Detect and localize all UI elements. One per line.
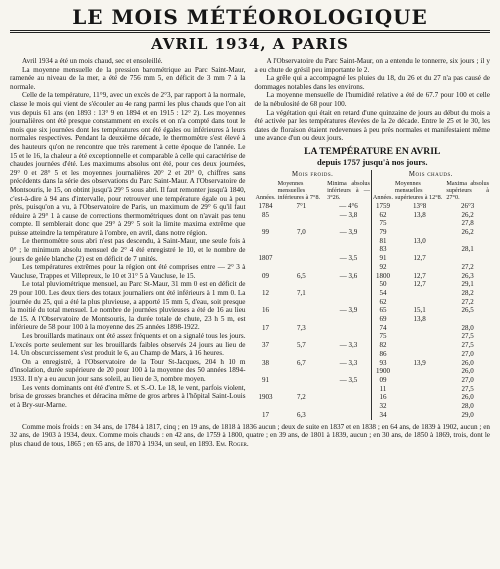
- page-title: LE MOIS MÉTÉOROLOGIQUE: [72, 5, 428, 29]
- table-row: [255, 350, 491, 359]
- table-cell: [255, 350, 277, 359]
- table-cell: [255, 280, 277, 289]
- table-cell: [394, 402, 445, 411]
- table-row: [255, 385, 491, 394]
- table-cell: [326, 350, 371, 359]
- table-cell: [277, 385, 326, 394]
- table-cell: 6,5: [296, 271, 306, 280]
- table-cell: [394, 367, 445, 376]
- table-cell: [394, 341, 445, 350]
- table-cell: [326, 280, 371, 289]
- table-cell: 1784: [258, 201, 273, 210]
- table-cell: 13°8: [413, 201, 427, 210]
- table-cell: 74: [371, 324, 394, 333]
- table-row: [255, 289, 491, 298]
- table-cell: [326, 219, 371, 228]
- table-cell: — 4°6: [339, 201, 358, 210]
- table-cell: [326, 385, 371, 394]
- table-cell: 34: [371, 411, 394, 420]
- table-cell: 93: [371, 359, 394, 368]
- table-body: [255, 202, 491, 420]
- table-cell: 28,2: [461, 288, 474, 297]
- table-cell: [394, 228, 445, 237]
- table-cell: 12: [262, 288, 270, 297]
- summary-block: [10, 423, 490, 449]
- table-cell: 26,0: [461, 367, 474, 376]
- table-cell: [326, 367, 371, 376]
- table-cell: [277, 263, 326, 272]
- table-row: [255, 315, 491, 324]
- table-row: [255, 280, 491, 289]
- table-cell: [255, 263, 277, 272]
- table-row: [255, 341, 491, 350]
- table-cell: 69: [371, 315, 394, 324]
- table-cell: 12,7: [413, 271, 426, 280]
- table-cell: [255, 402, 277, 411]
- table-cell: 7,2: [296, 393, 306, 402]
- table-cell: 91: [262, 376, 270, 384]
- table-cell: [326, 245, 371, 254]
- table-cell: 7,1: [296, 288, 306, 297]
- table-cell: [394, 245, 445, 254]
- author-signature: Em. Roger.: [216, 439, 249, 448]
- paragraph: La moyenne mensuelle de la pression barométrique au Parc Saint-Maur, ramenée au niveau de la mer, a été de 756 mm 5, en déficit de 3 mm 7 à la normale.: [10, 65, 246, 91]
- table-cell: [394, 298, 445, 307]
- table-row: [255, 228, 491, 237]
- table-row: [255, 393, 491, 402]
- page-subtitle: AVRIL 1934, A PARIS: [151, 35, 349, 53]
- table-cell: 85: [262, 210, 270, 219]
- table-cell: [326, 237, 371, 246]
- table-cell: 13,8: [413, 210, 426, 219]
- table-cell: 75: [371, 332, 394, 341]
- table-cell: [277, 306, 326, 315]
- table-cell: — 3,5: [339, 376, 358, 384]
- table-cell: 29,0: [461, 410, 474, 419]
- table-cell: 15,1: [413, 306, 426, 315]
- table-cell: 91: [371, 254, 394, 263]
- table-cell: [277, 315, 326, 324]
- table-cell: 13,0: [413, 236, 426, 245]
- table-cell: 27,5: [461, 332, 474, 341]
- table-cell: 1903: [258, 393, 273, 402]
- table-cell: 29,1: [461, 280, 474, 289]
- table-cell: [326, 393, 371, 402]
- table-cell: — 3,9: [339, 228, 358, 237]
- table-cell: [394, 289, 445, 298]
- table-cell: 27,0: [461, 349, 474, 358]
- table-cell: 12,7: [413, 280, 426, 289]
- table-row: [255, 254, 491, 263]
- table-cell: 26,3: [461, 271, 474, 280]
- table-cell: 09: [371, 376, 394, 385]
- table-cell: 5,7: [296, 341, 306, 350]
- table-row: [255, 306, 491, 315]
- table-cell: [277, 280, 326, 289]
- table-subtitle: depuis 1757 jusqu'à nos jours.: [316, 156, 428, 167]
- table-cell: [326, 289, 371, 298]
- column-header: Minima absolus inférieurs à — 3°26.: [327, 179, 370, 201]
- table-cell: [394, 324, 445, 333]
- table-cell: 37: [262, 341, 270, 350]
- table-cell: 62: [371, 298, 394, 307]
- paragraph: La moyenne mensuelle de l'humidité relative a été de 67.7 pour 100 et celle de la nébulosité de 68 pour 100.: [254, 91, 490, 108]
- table-cell: [277, 219, 326, 228]
- table-cell: 28,0: [461, 323, 474, 332]
- table-cell: 27,0: [461, 376, 474, 384]
- table-cell: 16: [371, 393, 394, 402]
- table-row: [255, 411, 491, 420]
- table-cell: 13,9: [413, 358, 426, 367]
- table-cell: [255, 315, 277, 324]
- table-cell: [255, 298, 277, 307]
- table-cell: — 3,6: [339, 271, 358, 280]
- table-cell: 27,8: [461, 219, 474, 228]
- table-cell: [277, 332, 326, 341]
- table-cell: 28,1: [461, 245, 474, 254]
- table-row: [255, 298, 491, 307]
- article-columns: [10, 57, 490, 420]
- table-cell: 27,5: [461, 341, 474, 350]
- table-cell: [277, 237, 326, 246]
- table-cell: [255, 245, 277, 254]
- table-cell: 26,5: [461, 306, 474, 315]
- table-cell: 99: [262, 228, 270, 237]
- table-cell: 26,0: [461, 358, 474, 367]
- table-cell: 13,8: [413, 315, 426, 324]
- table-cell: 50: [371, 280, 394, 289]
- table-row: [255, 359, 491, 368]
- table-cell: 7,3: [296, 323, 306, 332]
- table-cell: [394, 411, 445, 420]
- table-cell: [326, 332, 371, 341]
- table-row: [255, 376, 491, 385]
- table-cell: [326, 298, 371, 307]
- table-cell: [277, 367, 326, 376]
- table-cell: [326, 324, 371, 333]
- table-cell: 65: [371, 306, 394, 315]
- table-cell: 6,7: [296, 358, 306, 367]
- table-cell: [445, 315, 490, 324]
- table-cell: 26°3: [461, 201, 475, 210]
- table-cell: 26,2: [461, 210, 474, 219]
- table-cell: [277, 402, 326, 411]
- paragraph: Les vents dominants ont été d'entre S. et S.-O. Le 18, le vent, parfois violent, brisa de grosses branches et déracina même de gros arbres à l'hôpital Saint-Louis et à Bry-sur-Marne.: [10, 383, 246, 409]
- table-cell: [394, 350, 445, 359]
- paragraph: Le total pluviométrique mensuel, au Parc St-Maur, 31 mm 0 est en déficit de 29 pour 100. Les deux tiers des totaux journaliers ont été inférieurs à 1 mm 0. La journée du 25, qui a été la plus pluvieuse, a apporté 15 mm 5, d'eau, soit presque la moitié du total mensuel. Le nombre de journées pluvieuses a été de 16 au lieu de 15. A l'Observatoire de Montsouris, la durée totale de chute, 23 h 5 m, est inférieure de 58 pour 100 à la moyenne des 25 années 1898-1922.: [10, 280, 246, 332]
- table-cell: 26,2: [461, 228, 474, 237]
- table-cell: [445, 237, 490, 246]
- table-cell: [394, 376, 445, 385]
- table-cell: [255, 385, 277, 394]
- table-cell: [277, 211, 326, 220]
- paragraph: On a enregistré, à l'Observatoire de la Tour St-Jacques, 204 h 10 m d'insolation, durée supérieure de 20 pour 100 à la moyenne des 50 années 1894-1933. Il n'y a eu aucun jour sans soleil, au lieu de 3, nombre moyen.: [10, 357, 246, 383]
- table-cell: 83: [371, 245, 394, 254]
- table-cell: 11: [371, 385, 394, 394]
- table-cell: 82: [371, 341, 394, 350]
- temperature-table: [255, 170, 491, 420]
- table-cell: 1800: [371, 272, 394, 281]
- table-cell: 75: [371, 219, 394, 228]
- table-row: [255, 211, 491, 220]
- table-cell: [394, 263, 445, 272]
- paragraph: Le thermomètre sous abri n'est pas descendu, à Saint-Maur, une seule fois à 0° ; le minimum absolu mensuel de 2° 4 été enregistré le 10, et le nombre de jours de gelée blanche (2) est en déficit de 7 unités.: [10, 237, 246, 263]
- table-cell: [255, 237, 277, 246]
- paragraph: Les températures extrêmes pour la région ont été comprises entre — 2° 3 à Vaucluse, Trappes et Villepreux, le 10 et 31° 5 à Vaucluse, le 15.: [10, 263, 246, 280]
- table-cell: [445, 254, 490, 263]
- group-hot-header: Mois chauds.: [371, 170, 490, 179]
- table-cell: 1759: [371, 202, 394, 211]
- paragraph: Avril 1934 a été un mois chaud, sec et ensoleillé.: [22, 57, 163, 65]
- table-cell: 12,7: [413, 254, 426, 263]
- table-row: [255, 367, 491, 376]
- left-column: [10, 57, 246, 420]
- table-cell: 81: [371, 237, 394, 246]
- table-cell: [394, 332, 445, 341]
- table-cell: 27,5: [461, 384, 474, 393]
- table-cell: [277, 350, 326, 359]
- table-cell: [277, 254, 326, 263]
- paragraph: A l'Observatoire du Parc Saint-Maur, on a entendu le tonnerre, six jours ; il y a eu chute de grésil peu importante le 2.: [254, 57, 490, 74]
- table-cell: 7,0: [296, 228, 306, 237]
- table-row: [255, 245, 491, 254]
- right-column: [255, 57, 491, 420]
- paragraph: Les brouillards matinaux ont été assez fréquents et on a signalé tous les jours. L'excès porte seulement sur les brouillards faibles observés 24 jours au lieu de 14. Un obscurcissement s'est produit le 6, au Champ de Mars, à 16 heures.: [10, 332, 246, 358]
- table-cell: 27,2: [461, 297, 474, 306]
- table-cell: 1900: [371, 367, 394, 376]
- table-cell: [277, 298, 326, 307]
- table-cell: — 3,3: [339, 341, 358, 350]
- table-row: [255, 219, 491, 228]
- table-row: [255, 332, 491, 341]
- table-cell: [326, 402, 371, 411]
- table-row: [255, 202, 491, 211]
- column-header: Moyennes mensuelles supérieures à 12°8.: [395, 179, 443, 201]
- table-cell: — 3,3: [339, 358, 358, 367]
- table-cell: [326, 315, 371, 324]
- table-cell: 86: [371, 350, 394, 359]
- table-cell: 28,0: [461, 402, 474, 411]
- table-cell: 17: [262, 410, 270, 419]
- title-rule: [10, 30, 490, 31]
- paragraph: La végétation qui était en retard d'une quinzaine de jours au début du mois a été activée par les températures élevées de la 2e décade. Entre le 25 et le 30, les dates de floraison étaient redevenues à peu près normales et manifestaient même une avance d'un ou deux jours.: [254, 108, 490, 143]
- table-cell: 09: [262, 271, 270, 280]
- title-rule-thin: [10, 32, 490, 33]
- table-cell: 16: [262, 306, 270, 315]
- group-cold-header: Mois froids.: [292, 170, 334, 178]
- table-cell: [394, 219, 445, 228]
- table-cell: 92: [371, 263, 394, 272]
- paragraph: Celle de la température, 11°9, avec un excès de 2°3, par rapport à la normale, classe le mois qui vient de s'écouler au 4e rang parmi les plus chauds que l'on ait vus depuis 61 ans (en 1893 : 13° 9 en 1894 et en 1915 : 12° 2). Les moyennes journalières ont été presque constamment en excès et on n'a compté dans tout le mois que six journées dont les températures ont été égales ou inférieures à leurs normales respectives. Pendant la deuxième décade, le thermomètre s'est élevé à des hauteurs qu'on ne rencontre que très rarement à cette époque de l'année. Le 15 et le 16, la chaleur a été exceptionnelle et comparable à celle qui caractérise de chaudes journées d'été. Les maximums absolus ont été, pour ces deux journées, 29° 0 et 28° 5 et les moyennes journalières 20° 2 et 20° 0, chiffres sans précédents dans la série des observations du Parc Saint-Maur. A l'Observatoire de Montsouris, le 15, on obtint jusqu'à 29° 5 sous abri. Il faut remonter jusqu'à 1840, c'est-à-dire à 94 ans d'intervalle, pour retrouver une température égale ou à peu près, puisqu'on a vu, à l'Observatoire de Paris, un maximum de 29° 6 qu'il faut réduire à 29° 1 à cause de corrections thermométriques dont on n'avait pas tenu compte. Il semblerait donc que 29° à 29° 5 soit la limite maxima extrême que puisse atteindre la température à l'ombre, en avril, dans notre région.: [10, 91, 246, 237]
- table-cell: 79: [371, 228, 394, 237]
- column-header: Maxima absolus supérieurs à 27°0.: [446, 179, 489, 201]
- table-row: [255, 237, 491, 246]
- table-cell: 54: [371, 289, 394, 298]
- table-row: [255, 402, 491, 411]
- table-row: [255, 263, 491, 272]
- table-cell: 27,2: [461, 262, 474, 271]
- table-cell: [255, 367, 277, 376]
- table-row: [255, 324, 491, 333]
- table-cell: — 3,8: [339, 210, 358, 219]
- table-cell: 17: [262, 323, 270, 332]
- table-cell: 62: [371, 211, 394, 220]
- column-header: Moyennes mensuelles inférieures à 7°8.: [277, 179, 321, 201]
- table-cell: [394, 385, 445, 394]
- summary-paragraph: Comme mois froids : en 34 ans, de 1784 à 1817, cinq ; en 19 ans, de 1818 à 1836 aucun ; deux de suite en 1837 et en 1838 ; en 64 ans, de 1839 à 1902, aucun ; en 32 ans, de 1903 à 1934, deux. Comme mois chauds : en 42 ans, de 1759 à 1800, quatre ; en 39 ans, de 1801 à 1839, aucun ; en 30 ans, de 1850 à 1869, trois, dont le plus chaud de tous, 1865 ; en 65 ans, de 1870 à 1934, un seul, en 1893.: [10, 422, 490, 448]
- table-cell: 1807: [258, 254, 273, 263]
- column-header: Années.: [255, 193, 276, 201]
- table-title: LA TEMPÉRATURE EN AVRIL: [304, 145, 441, 157]
- table-cell: [326, 263, 371, 272]
- table-row: [255, 272, 491, 281]
- table-cell: [277, 245, 326, 254]
- table-cell: — 3,9: [339, 306, 358, 315]
- table-cell: [394, 393, 445, 402]
- table-cell: — 3,5: [339, 254, 358, 263]
- table-cell: 26,0: [461, 393, 474, 402]
- column-header: Années.: [371, 179, 394, 202]
- table-cell: 32: [371, 402, 394, 411]
- table-cell: 7°1: [296, 201, 307, 210]
- paragraph: La grêle qui a accompagné les pluies du 18, du 26 et du 27 n'a pas causé de dommages notables dans les environs.: [254, 74, 490, 91]
- table-cell: 6,3: [296, 410, 306, 419]
- table-cell: [277, 376, 326, 385]
- table-cell: [326, 411, 371, 420]
- table-cell: [255, 332, 277, 341]
- table-cell: [255, 219, 277, 228]
- table-cell: 38: [262, 358, 270, 367]
